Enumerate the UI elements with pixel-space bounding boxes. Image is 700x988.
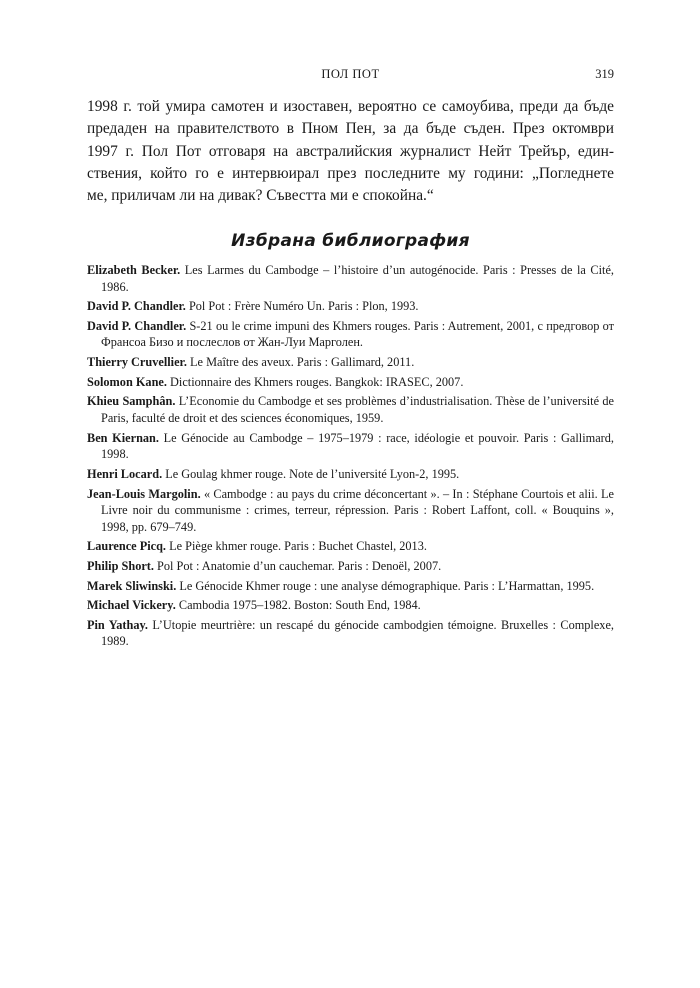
entry-details: Le Génocide au Cambodge – 1975–1979 : race, idéologie et pouvoir. Paris : Gallimard, 1998. xyxy=(101,430,614,462)
bibliography-entry xyxy=(87,374,614,391)
entry-details: S-21 ou le crime impuni des Khmers rouges. Paris : Autrement, 2001, с предговор от Франсоа Бизо и послеслов от Жан-Луи Марголен. xyxy=(101,318,614,350)
intro-line: 1997 г. Пол Пот отговаря на австралийския журналист Нейт Трейър, един- xyxy=(87,142,614,160)
entry-details: Les Larmes du Cambodge – l’histoire d’un autogénocide. Paris : Presses de la Cité, 1986. xyxy=(101,263,615,294)
bibliography-entry xyxy=(87,466,614,483)
entry-author: Ben Kiernan. xyxy=(87,430,159,445)
entry-author: David P. Chandler. xyxy=(87,299,186,314)
entry-author: Michael Vickery. xyxy=(87,598,176,613)
bibliography-list xyxy=(87,262,614,653)
bibliography-entry xyxy=(87,430,614,463)
entry-details: Pol Pot : Frère Numéro Un. Paris : Plon, 1993. xyxy=(185,299,419,314)
entry-details: L’Utopie meurtrière: un rescapé du génocide cambodgien témoigne. Bruxelles : Complexe, 1989. xyxy=(101,617,614,649)
bibliography-entry xyxy=(87,298,614,315)
bibliography-entry xyxy=(87,578,614,595)
entry-details: Le Génocide Khmer rouge : une analyse démographique. Paris : L’Harmattan, 1995. xyxy=(176,578,595,593)
intro-line: 1998 г. той умира самотен и изоставен, вероятно се самоубива, преди да бъде xyxy=(87,98,614,115)
bibliography-entry xyxy=(87,393,614,426)
intro-line: ме, приличам ли на дивак? Съвестта ми е спокойна.“ xyxy=(87,187,434,205)
entry-author: Henri Locard. xyxy=(87,466,163,481)
entry-details: Pol Pot : Anatomie d’un cauchemar. Paris : Denoël, 2007. xyxy=(153,558,442,573)
entry-author: Pin Yathay. xyxy=(87,617,149,632)
bibliography-entry xyxy=(87,558,614,575)
bibliography-entry xyxy=(87,538,614,555)
bibliography-entry xyxy=(87,262,614,295)
bibliography-entry xyxy=(87,354,614,371)
running-header: ПОЛ ПОТ xyxy=(321,67,380,81)
intro-line: предаден на правителството в Пном Пен, за да бъде съден. През октомври xyxy=(87,120,614,138)
entry-author: Laurence Picq. xyxy=(87,539,167,554)
entry-details: Le Goulag khmer rouge. Note de l’université Lyon-2, 1995. xyxy=(162,466,460,481)
entry-author: Jean-Louis Margolin. xyxy=(87,486,201,501)
bibliography-entry xyxy=(87,597,614,614)
entry-details: Le Maître des aveux. Paris : Gallimard, 2011. xyxy=(186,355,415,370)
entry-details: Cambodia 1975–1982. Boston: South End, 1984. xyxy=(175,598,421,613)
intro-line: ствения, който го е интервюирал през последните му години: „Погледнете xyxy=(87,164,614,182)
entry-author: Elizabeth Becker. xyxy=(87,263,181,277)
bibliography-entry xyxy=(87,617,614,650)
entry-author: Solomon Kane. xyxy=(87,374,167,389)
entry-details: Dictionnaire des Khmers rouges. Bangkok: IRASEC, 2007. xyxy=(166,374,464,389)
entry-author: David P. Chandler. xyxy=(87,318,187,333)
intro-paragraph xyxy=(87,96,614,207)
entry-author: Marek Sliwinski. xyxy=(87,578,177,593)
entry-author: Khieu Samphân. xyxy=(87,394,176,409)
page-number: 319 xyxy=(595,67,614,81)
section-title: Избрана библиография xyxy=(231,231,470,251)
entry-author: Philip Short. xyxy=(87,558,154,573)
entry-author: Thierry Cruvellier. xyxy=(87,355,187,370)
bibliography-entry xyxy=(87,486,614,536)
entry-details: Le Piège khmer rouge. Paris : Buchet Chastel, 2013. xyxy=(166,539,427,554)
entry-details: « Cambodge : au pays du crime déconcertant ». – In : Stéphane Courtois et alii. Le Livre noir du communisme : crimes, terreur, répression. Paris : Robert Laffont, coll. « Bouquins », 1998, pp. 679–749. xyxy=(101,486,614,534)
bibliography-entry xyxy=(87,318,614,351)
entry-details: L’Economie du Cambodge et ses problèmes d’industrialisation. Thèse de l’université de Paris, faculté de droit et des sciences économiques, 1959. xyxy=(101,394,614,425)
